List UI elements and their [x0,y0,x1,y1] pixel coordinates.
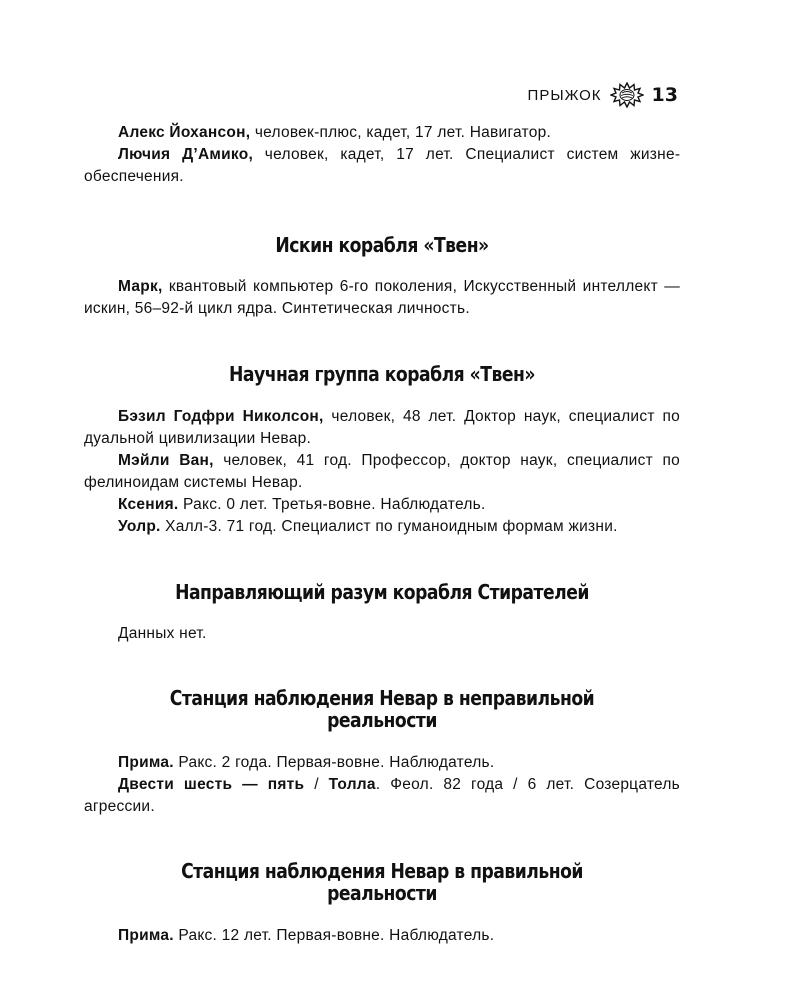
page-header [528,82,678,108]
character-name: Двести шесть — пять [118,776,305,793]
character-name: Прима. [118,754,174,771]
character-name: Алекс Йохансон, [118,124,251,141]
character-name: Уолр. [118,518,161,535]
character-description: . Феол. 82 года / 6 лет. Созерцатель агрессии. [84,776,680,815]
character-description: Данных нет. [118,625,207,642]
character-name: Бэзил Годфри Николсон, [118,408,324,425]
character-description: человек, кадет, 17 лет. Специалист систем жизнеобеспечения. [84,146,680,185]
character-name: Марк, [118,278,163,295]
section-title: Станция наблюдения Невар в правильной реальности [181,859,583,905]
character-name: Ксения. [118,496,179,513]
section-title: Искин корабля «Твен» [275,233,489,257]
character-name: Лючия Д’Амико, [118,146,253,163]
running-title: ПРЫЖОК [527,86,602,104]
list-item [84,406,680,450]
character-name: Мэйли Ван, [118,452,214,469]
character-description: квантовый компьютер 6-го поколения, Искусственный интеллект — искин, 56–92-й цикл ядра. Синтетическая личность. [84,278,680,317]
list-item [84,122,680,144]
list-item [84,276,680,320]
character-name: Прима. [118,927,174,944]
character-description: Ракс. 0 лет. Третья-вовне. Наблюдатель. [178,496,486,513]
list-item [84,450,680,494]
character-description: человек-плюс, кадет, 17 лет. Навигатор. [250,124,552,141]
starburst-icon [610,82,644,108]
character-name: Толла [328,776,376,793]
list-item [84,144,680,188]
section-title: Станция наблюдения Невар в неправильной реальности [169,686,595,732]
section-title: Научная группа корабля «Твен» [229,362,535,386]
character-description: Ракс. 12 лет. Первая-вовне. Наблюдатель. [173,927,495,944]
list-item [84,774,680,818]
section-title: Направляющий разум корабля Стирателей [175,580,589,604]
character-description: Халл-3. 71 год. Специалист по гуманоидным формам жизни. [160,518,618,535]
name-separator: / [304,776,329,793]
character-description: человек, 48 лет. Доктор наук, специалист по дуальной цивилизации Невар. [84,408,680,447]
page-content [84,122,680,947]
character-description: Ракс. 2 года. Первая-вовне. Наблюдатель. [173,754,495,771]
page-number: 13 [651,84,678,106]
list-item [84,925,680,947]
list-item [84,516,680,538]
list-item [84,752,680,774]
list-item [84,494,680,516]
list-item [84,623,680,645]
character-description: человек, 41 год. Профессор, доктор наук, специалист по фелиноидам системы Невар. [84,452,680,491]
